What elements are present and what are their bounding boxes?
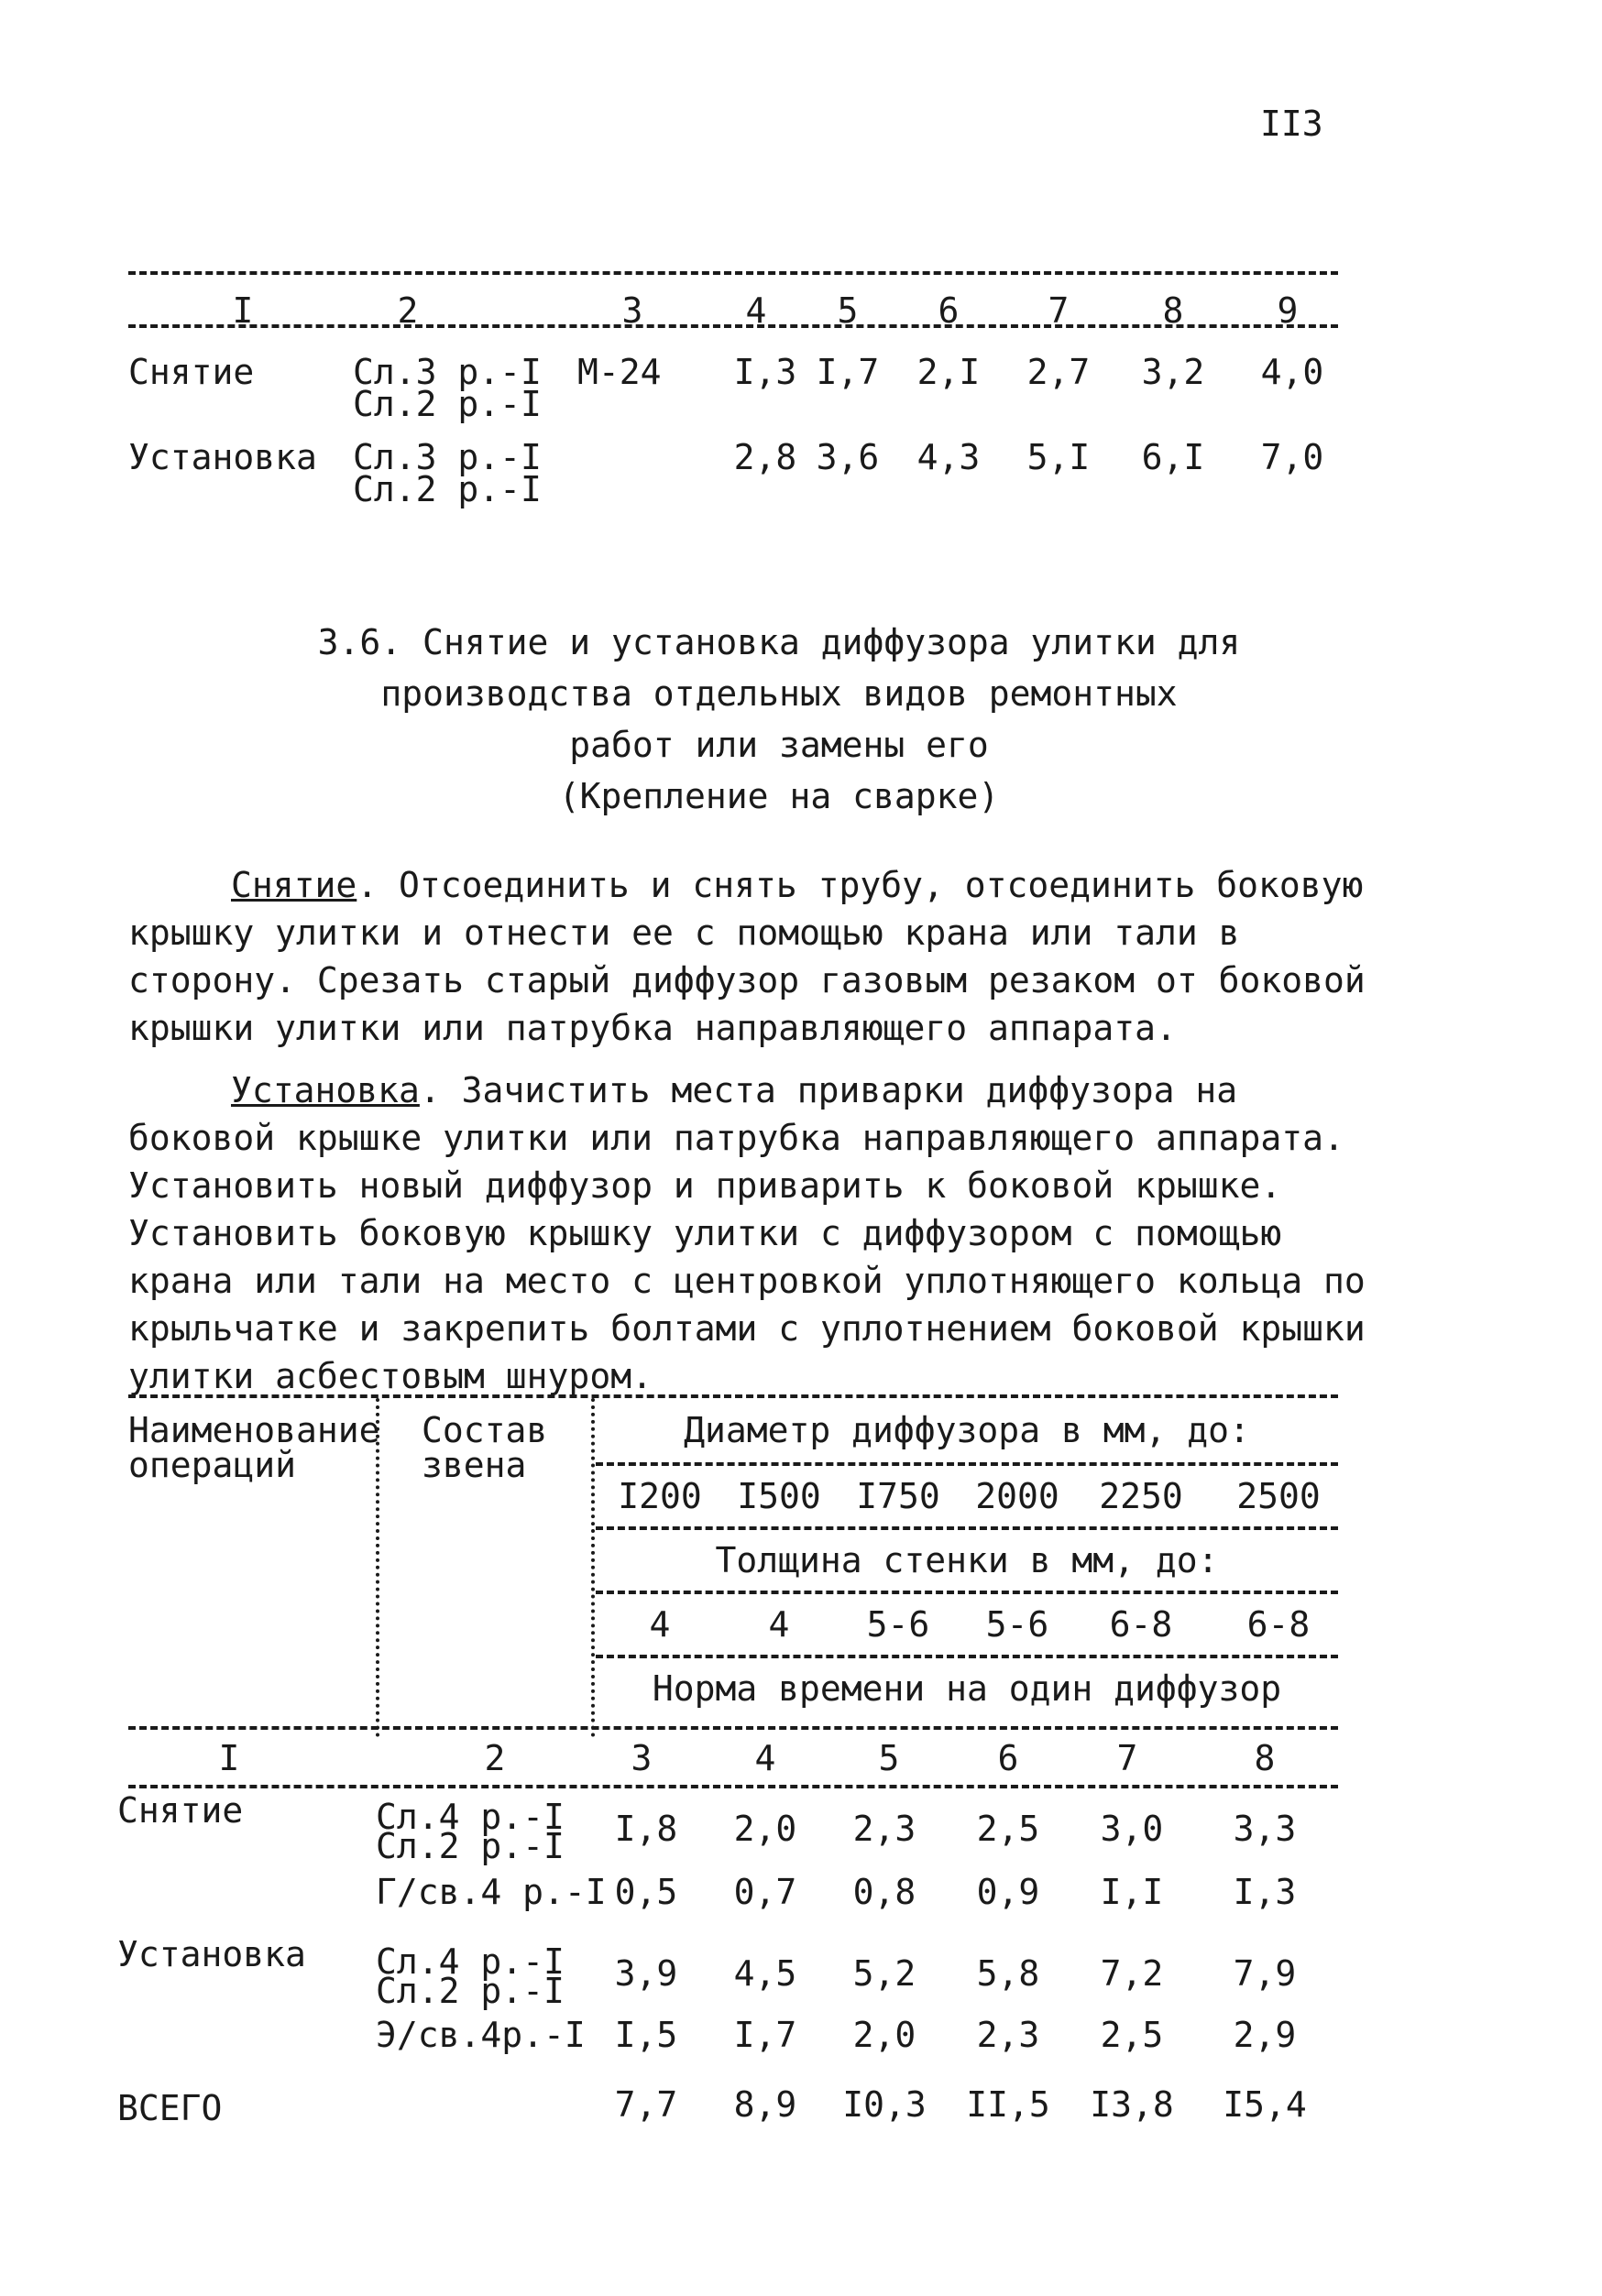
- value-cell: 4,5: [733, 1953, 797, 1994]
- col-number: 7: [1048, 290, 1070, 331]
- col-number: I: [218, 1738, 240, 1778]
- crew-cell: Сл.2 р.-I: [353, 469, 542, 509]
- value-cell: 0,7: [733, 1872, 797, 1912]
- thickness-cell: 5-6: [866, 1604, 930, 1645]
- value-cell: II,5: [966, 2084, 1050, 2125]
- section-title: [229, 623, 1329, 828]
- crew-cell: Сл.4 р.-I: [376, 1797, 565, 1837]
- thickness-cell: 6-8: [1246, 1604, 1311, 1645]
- value-cell: 7,0: [1260, 437, 1324, 477]
- table2-top-rule: [128, 1394, 1338, 1398]
- diameter-cell: I200: [618, 1476, 702, 1516]
- value-cell: 2,7: [1026, 352, 1091, 392]
- col-number: 6: [938, 290, 960, 331]
- title-line: (Крепление на сварке): [558, 776, 1000, 816]
- header-operation-name: Наименование: [128, 1410, 380, 1450]
- col-number: 9: [1277, 290, 1299, 331]
- value-cell: I,7: [816, 352, 880, 392]
- crew-cell: Э/св.4р.-I: [376, 2015, 586, 2055]
- crew-cell: Сл.3 р.-I: [353, 352, 542, 392]
- col-number: 7: [1116, 1738, 1138, 1778]
- value-cell: 3,2: [1141, 352, 1205, 392]
- operation-cell: Снятие: [128, 352, 255, 392]
- col-number: 8: [1254, 1738, 1276, 1778]
- col-number: 6: [997, 1738, 1019, 1778]
- value-cell: 3,6: [816, 437, 880, 477]
- table2-col-separator: [591, 1398, 595, 1737]
- operation-cell: Установка: [117, 1934, 306, 1974]
- header-operation-name: операций: [128, 1445, 297, 1485]
- value-cell: 7,2: [1100, 1953, 1164, 1994]
- diameter-cell: I750: [856, 1476, 940, 1516]
- header-thickness-title: Толщина стенки в мм, до:: [715, 1540, 1219, 1580]
- col-number: 8: [1162, 290, 1184, 331]
- crew-cell: Сл.4 р.-I: [376, 1941, 565, 1982]
- value-cell: 2,8: [733, 437, 797, 477]
- value-cell: 2,0: [733, 1809, 797, 1849]
- value-cell: 8,9: [733, 2084, 797, 2125]
- table2-rule: [596, 1591, 1338, 1594]
- value-cell: 3,3: [1233, 1809, 1297, 1849]
- value-cell: 7,7: [614, 2084, 678, 2125]
- value-cell: 4,3: [916, 437, 981, 477]
- thickness-cell: 6-8: [1109, 1604, 1173, 1645]
- title-line: работ или замены его: [569, 725, 989, 765]
- col-number: 3: [631, 1738, 653, 1778]
- value-cell: 2,5: [976, 1809, 1040, 1849]
- install-text: . Зачистить места приварки диффузора на боковой крышке улитки или патрубка направляющего аппарата. Установить новый диффузор и приварить к боковой крышке. Установить боковую крышку улитки с диффузором с помощью крана или тали на место с центровкой уплотняющего кольца по крыльчатке и закрепить болтами с уплотнением боковой крышки улитки асбестовым шнуром.: [128, 1070, 1366, 1396]
- col-number: I: [232, 290, 254, 331]
- header-diameter-title: Диаметр диффузора в мм, до:: [684, 1410, 1250, 1450]
- table2-col-numbers-rule: [128, 1785, 1338, 1788]
- value-cell: 0,5: [614, 1872, 678, 1912]
- value-cell: 3,9: [614, 1953, 678, 1994]
- value-cell: 2,3: [852, 1809, 916, 1849]
- thickness-cell: 5-6: [985, 1604, 1049, 1645]
- value-cell: 0,8: [852, 1872, 916, 1912]
- crew-cell: Г/св.4 р.-I: [376, 1872, 607, 1912]
- col-number: 5: [878, 1738, 900, 1778]
- value-cell: 6,I: [1141, 437, 1205, 477]
- value-cell: I,I: [1100, 1872, 1164, 1912]
- thickness-cell: 4: [649, 1604, 671, 1645]
- table2-rule: [596, 1655, 1338, 1658]
- value-cell: 2,0: [852, 2015, 916, 2055]
- table2-header-bottom-rule: [128, 1726, 1338, 1730]
- thickness-cell: 4: [768, 1604, 790, 1645]
- crew-cell: Сл.2 р.-I: [376, 1826, 565, 1866]
- diameter-cell: I500: [737, 1476, 821, 1516]
- value-cell: I,8: [614, 1809, 678, 1849]
- diameter-cell: 2500: [1236, 1476, 1321, 1516]
- equipment-cell: М-24: [577, 352, 662, 392]
- col-number: 2: [397, 290, 419, 331]
- operation-cell: Установка: [128, 437, 317, 477]
- value-cell: 2,I: [916, 352, 981, 392]
- page-number: II3: [1260, 104, 1323, 144]
- operation-cell: Снятие: [117, 1790, 244, 1831]
- col-number: 4: [745, 290, 767, 331]
- table2-rule: [596, 1462, 1338, 1466]
- col-number: 2: [484, 1738, 506, 1778]
- removal-paragraph: [128, 861, 1402, 1052]
- crew-cell: Сл.3 р.-I: [353, 437, 542, 477]
- value-cell: 5,8: [976, 1953, 1040, 1994]
- title-line: производства отдельных видов ремонтных: [380, 673, 1178, 714]
- header-crew: Состав: [422, 1410, 548, 1450]
- value-cell: 4,0: [1260, 352, 1324, 392]
- table1-header-rule: [128, 324, 1338, 328]
- value-cell: 3,0: [1100, 1809, 1164, 1849]
- crew-cell: Сл.2 р.-I: [353, 384, 542, 424]
- header-norm-title: Норма времени на один диффузор: [652, 1668, 1282, 1709]
- value-cell: I,3: [733, 352, 797, 392]
- value-cell: 5,I: [1026, 437, 1091, 477]
- value-cell: I,5: [614, 2015, 678, 2055]
- value-cell: 0,9: [976, 1872, 1040, 1912]
- install-paragraph: [128, 1066, 1402, 1400]
- value-cell: I,7: [733, 2015, 797, 2055]
- table2-rule: [596, 1526, 1338, 1530]
- install-label: Установка: [231, 1070, 420, 1110]
- value-cell: 2,3: [976, 2015, 1040, 2055]
- crew-cell: Сл.2 р.-I: [376, 1971, 565, 2011]
- col-number: 4: [754, 1738, 776, 1778]
- diameter-cell: 2000: [975, 1476, 1059, 1516]
- value-cell: I0,3: [842, 2084, 927, 2125]
- value-cell: I3,8: [1090, 2084, 1174, 2125]
- value-cell: 7,9: [1233, 1953, 1297, 1994]
- value-cell: 5,2: [852, 1953, 916, 1994]
- value-cell: 2,5: [1100, 2015, 1164, 2055]
- col-number: 3: [621, 290, 643, 331]
- col-number: 5: [837, 290, 859, 331]
- table1-top-rule: [128, 271, 1338, 275]
- title-line: 3.6. Снятие и установка диффузора улитки для: [317, 622, 1241, 662]
- removal-text: . Отсоединить и снять трубу, отсоединить боковую крышку улитки и отнести ее с помощью крана или тали в сторону. Срезать старый диффузор газовым резаком от боковой крышки улитки или патрубка направляющего аппарата.: [128, 865, 1366, 1048]
- diameter-cell: 2250: [1099, 1476, 1183, 1516]
- value-cell: 2,9: [1233, 2015, 1297, 2055]
- removal-label: Снятие: [231, 865, 357, 905]
- value-cell: I5,4: [1223, 2084, 1307, 2125]
- value-cell: I,3: [1233, 1872, 1297, 1912]
- total-label: ВСЕГО: [117, 2088, 223, 2128]
- header-crew: звена: [422, 1445, 527, 1485]
